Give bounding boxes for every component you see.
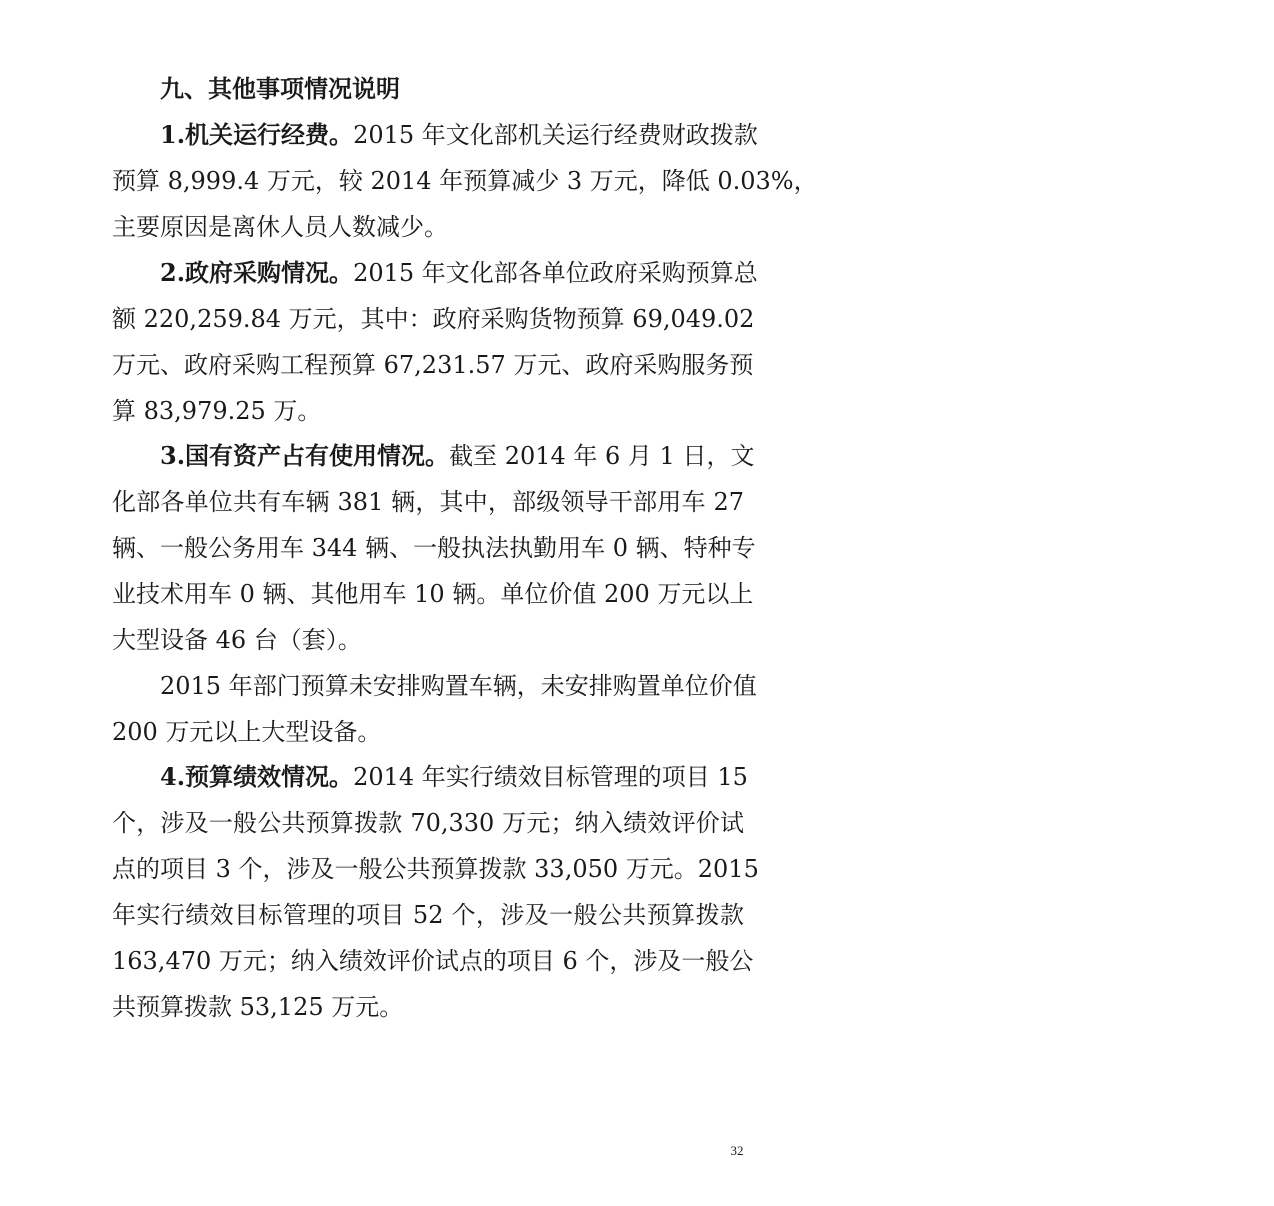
paragraph-line: 大型设备 46 台（套）。: [112, 626, 362, 654]
paragraph-line: [160, 440, 755, 472]
paragraph-line: 个，涉及一般公共预算拨款 70,330 万元；纳入绩效评价试: [112, 809, 744, 837]
paragraph-line: 共预算拨款 53,125 万元。: [112, 993, 404, 1021]
page-number: 32: [730, 1143, 744, 1158]
paragraph-line: 预算 8,999.4 万元，较 2014 年预算减少 3 万元，降低 0.03%，: [112, 167, 818, 195]
paragraph-line: 业技术用车 0 辆、其他用车 10 辆。单位价值 200 万元以上: [112, 580, 754, 608]
paragraph-line: 辆、一般公务用车 344 辆、一般执法执勤用车 0 辆、特种专: [112, 534, 756, 562]
section-title: 2.政府采购情况。: [160, 258, 354, 287]
paragraph-line: 200 万元以上大型设备。: [112, 718, 382, 746]
paragraph-text: 2015 年文化部各单位政府采购预算总: [353, 259, 758, 287]
section-title: 4.预算绩效情况。: [160, 762, 354, 791]
paragraph-text: 2015 年文化部机关运行经费财政拨款: [353, 121, 758, 149]
paragraph-line: [160, 119, 758, 151]
paragraph-line: 163,470 万元；纳入绩效评价试点的项目 6 个，涉及一般公: [112, 947, 754, 975]
section-title: 3.国有资产占有使用情况。: [160, 441, 450, 470]
paragraph-text: 截至 2014 年 6 月 1 日，文: [449, 442, 755, 470]
paragraph-line: 万元、政府采购工程预算 67,231.57 万元、政府采购服务预: [112, 351, 754, 379]
paragraph-line: 点的项目 3 个，涉及一般公共预算拨款 33,050 万元。2015: [112, 855, 759, 883]
paragraph-line: 年实行绩效目标管理的项目 52 个，涉及一般公共预算拨款: [112, 901, 744, 929]
paragraph-text: 2014 年实行绩效目标管理的项目 15: [353, 763, 748, 791]
paragraph-line: [160, 257, 758, 289]
paragraph-line: [160, 761, 748, 793]
section-heading: 九、其他事项情况说明: [160, 74, 400, 103]
paragraph-line: 额 220,259.84 万元，其中：政府采购货物预算 69,049.02: [112, 305, 755, 333]
paragraph-line: 化部各单位共有车辆 381 辆，其中，部级领导干部用车 27: [112, 488, 744, 516]
paragraph-line: 算 83,979.25 万。: [112, 397, 322, 425]
paragraph-line: 2015 年部门预算未安排购置车辆，未安排购置单位价值: [160, 672, 757, 700]
paragraph-line: 主要原因是离休人员人数减少。: [112, 213, 448, 241]
section-title: 1.机关运行经费。: [160, 120, 354, 149]
